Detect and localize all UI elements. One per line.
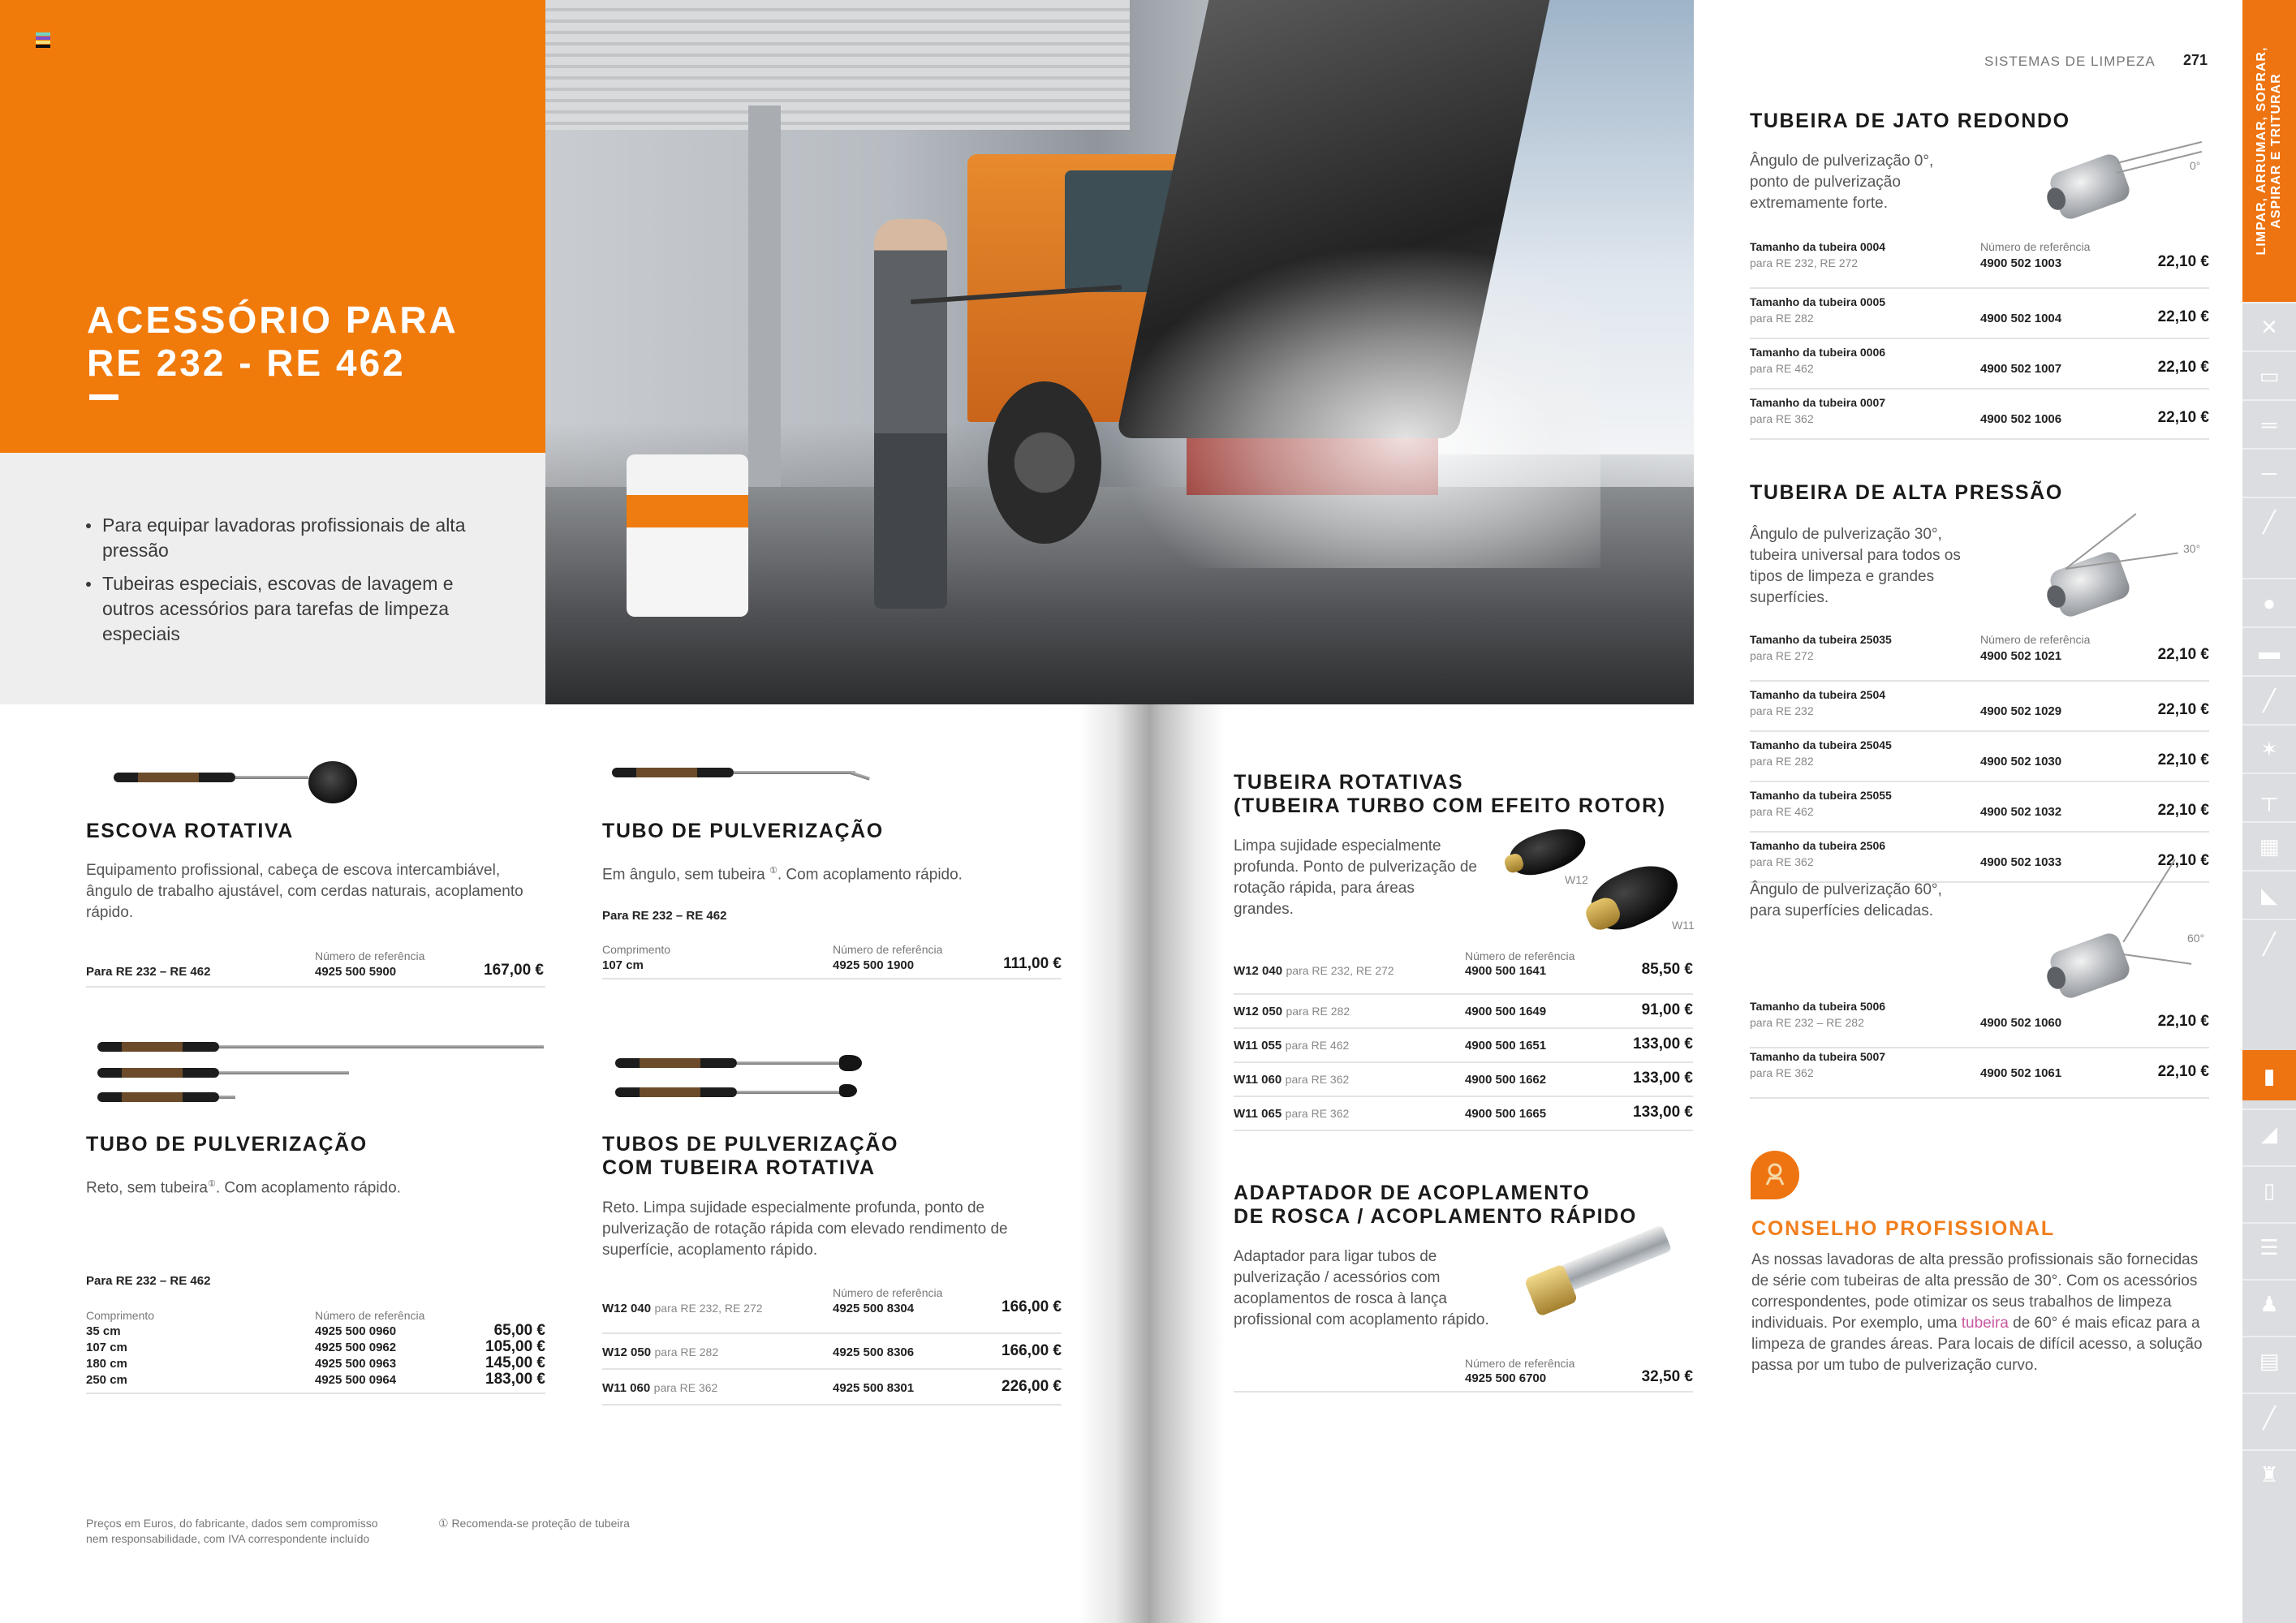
price: 22,10 € <box>2157 1013 2209 1030</box>
reference-number: 4900 500 1651 <box>1465 1039 1547 1053</box>
product-description: Ângulo de pulverização 60°, para superfícies delicadas. <box>1750 881 1942 919</box>
side-tab-clothing[interactable] <box>2242 1279 2296 1328</box>
accessory-icon: ╱ <box>2263 1405 2276 1430</box>
product-title-line: (TUBEIRA TURBO COM EFEITO ROTOR) <box>1234 794 1666 817</box>
product-title-line: DE ROSCA / ACOPLAMENTO RÁPIDO <box>1234 1205 1637 1228</box>
reference-number: 4925 500 0960 <box>315 1324 397 1338</box>
color-swatch-icon <box>36 32 50 49</box>
brass-tip <box>1583 893 1624 933</box>
length-price-table <box>86 1324 545 1389</box>
side-tab-current-category[interactable] <box>2242 0 2296 302</box>
image-label-w12: W12 <box>1565 873 1588 886</box>
pressure-washer-icon: ▮ <box>2263 1063 2276 1088</box>
compatibility: para RE 362 <box>1285 1073 1350 1086</box>
price: 166,00 € <box>1002 1298 1062 1315</box>
reference-number: 4925 500 0963 <box>315 1357 397 1371</box>
compatibility: para RE 282 <box>654 1345 719 1358</box>
model-cell <box>1234 1107 1349 1121</box>
price: 85,50 € <box>1641 961 1693 978</box>
length-value: 180 cm <box>86 1357 127 1371</box>
table-row <box>1750 682 2209 732</box>
side-tab-chainsaw[interactable] <box>2242 302 2296 351</box>
reference-number: 4900 502 1030 <box>1980 755 2062 768</box>
lance-handle <box>612 768 734 777</box>
product-description: Limpa sujidade especialmente profunda. Ponto de pulverização de rotação rápida, para áreas grandes. <box>1234 837 1477 918</box>
price: 22,10 € <box>2157 253 2209 270</box>
product-description: Ângulo de pulverização 0°, ponto de pulverização extremamente forte. <box>1750 153 1934 212</box>
table-row <box>86 1354 545 1373</box>
side-tab-trimmer[interactable] <box>2242 675 2296 724</box>
price: 22,10 € <box>2157 409 2209 426</box>
shredder-icon: ◣ <box>2261 882 2277 907</box>
photo-water-spray <box>1114 243 1600 568</box>
price: 133,00 € <box>1633 1035 1693 1053</box>
blower-icon: ● <box>2263 590 2276 615</box>
compatibility: para RE 282 <box>1286 1005 1350 1018</box>
price: 32,50 € <box>1641 1368 1693 1385</box>
price: 145,00 € <box>485 1354 545 1371</box>
price: 167,00 € <box>484 962 544 979</box>
intro-bullet: Para equipar lavadoras profissionais de alta pressão <box>84 513 506 563</box>
reference-number: 4900 502 1003 <box>1980 256 2062 270</box>
price: 22,10 € <box>2157 308 2209 325</box>
row-divider <box>1234 1391 1693 1393</box>
compatibility: para RE 362 <box>1750 1066 1814 1079</box>
compatibility: para RE 282 <box>1750 755 1814 768</box>
lance-rod-250 <box>219 1045 544 1048</box>
reference-number: 4900 502 1032 <box>1980 805 2062 819</box>
cut-off-saw-icon: ◢ <box>2261 1121 2277 1146</box>
swatch-purple <box>36 37 50 40</box>
ref-column-label: Número de referência <box>1465 1357 1575 1370</box>
advice-text-part: de 60° é mais eficaz para a limpeza de grandes áreas. Para locais de difícil acesso, a solução passa por um tubo de pulverização curvo. <box>1751 1315 2203 1374</box>
hedge-trimmer-icon: ═ <box>2261 411 2277 437</box>
nozzle-size: Tamanho da tubeira 0004 <box>1750 240 1886 253</box>
compatibility: para RE 232, RE 272 <box>1286 964 1394 977</box>
lance-handle <box>97 1068 219 1078</box>
nozzle-size: Tamanho da tubeira 0005 <box>1750 295 1886 308</box>
side-tab-pressure-washer[interactable] <box>2242 1050 2296 1100</box>
product-title: TUBO DE PULVERIZAÇÃO <box>86 1133 368 1156</box>
reference-number: 4925 500 6700 <box>1465 1371 1547 1385</box>
advice-link[interactable]: tubeira <box>1961 1315 2009 1332</box>
straight-lances-image <box>93 1039 547 1104</box>
ref-column-label: Número de referência <box>1980 240 2091 253</box>
nozzle-size: Tamanho da tubeira 2504 <box>1750 688 1886 701</box>
side-tab-oil[interactable] <box>2242 1449 2296 1498</box>
hero-title-panel <box>0 0 545 453</box>
reference-number: 4900 502 1060 <box>1980 1016 2062 1030</box>
product-description: Adaptador para ligar tubos de pulverização / acessórios com acoplamentos de rosca à lança profissional com acoplamento rápido. <box>1234 1248 1489 1328</box>
swatch-cyan <box>36 32 50 36</box>
model-code: W11 055 <box>1234 1039 1282 1053</box>
table-row <box>602 1370 1062 1406</box>
rotor-nozzle <box>839 1084 857 1097</box>
clothing-icon: ♟ <box>2259 1291 2279 1316</box>
description-text: . Com acoplamento rápido. <box>777 866 963 884</box>
price-disclaimer <box>86 1516 378 1547</box>
table-row <box>1750 833 2209 883</box>
product-title: TUBEIRA DE ALTA PRESSÃO <box>1750 481 2063 504</box>
model-code: W11 065 <box>1234 1107 1282 1121</box>
reference-number: 4900 502 1033 <box>1980 855 2062 869</box>
round-jet-nozzle-table <box>1750 239 2209 440</box>
model-cell <box>602 1302 763 1316</box>
price: 22,10 € <box>2157 852 2209 869</box>
brushcutter-icon: ╱ <box>2263 509 2276 534</box>
side-tab-hedge-trimmer[interactable] <box>2242 399 2296 448</box>
length-column-label: Comprimento <box>602 943 671 956</box>
spray-angle-label: 30° <box>2183 542 2201 555</box>
advice-text-part: As nossas lavadoras de alta pressão profissionais são fornecidas de série com tubeiras de alta pressão de 30°. Com os acessórios correspondentes, pode otimizar os seus trabalhos de limpeza individuais. Por exemplo, uma <box>1751 1251 2199 1332</box>
model-code: W11 060 <box>1234 1073 1282 1087</box>
model-cell <box>1234 1005 1350 1019</box>
lance-handle <box>97 1092 219 1102</box>
model-cell <box>602 1381 717 1396</box>
table-row <box>1750 289 2209 339</box>
length-value: 35 cm <box>86 1324 121 1338</box>
hero-photo-pressure-washing-truck <box>545 0 1694 704</box>
table-row <box>1234 995 1693 1029</box>
image-label-w11: W11 <box>1672 919 1695 932</box>
nozzle-size: Tamanho da tubeira 25035 <box>1750 633 1892 646</box>
description-text: . Com acoplamento rápido. <box>215 1179 401 1197</box>
sixty-degree-nozzle-table <box>1750 998 2209 1099</box>
table-row <box>86 1373 545 1389</box>
product-title-line: COM TUBEIRA ROTATIVA <box>602 1156 876 1179</box>
model-cell <box>602 1345 718 1360</box>
lance-rod <box>235 776 308 779</box>
manual-icon: ☰ <box>2259 1234 2279 1259</box>
phone-icon: ▯ <box>2263 1177 2276 1203</box>
table-row <box>1750 239 2209 289</box>
model-code: W12 050 <box>602 1345 652 1359</box>
model-code: W12 040 <box>602 1302 652 1315</box>
rotary-brush-image <box>96 761 372 810</box>
photo-truck-wheel <box>988 381 1101 544</box>
description-text: Reto, sem tubeira <box>86 1179 208 1197</box>
side-tab-sprayer[interactable] <box>2242 773 2296 821</box>
product-description <box>86 1173 541 1199</box>
table-row <box>1750 732 2209 782</box>
lance-rod-35 <box>219 1096 235 1099</box>
side-tab-blower[interactable] <box>2242 578 2296 626</box>
turbo-nozzle-table <box>1234 961 1693 1131</box>
price: 22,10 € <box>2157 701 2209 718</box>
table-row <box>1750 390 2209 440</box>
product-title: TUBEIRA DE JATO REDONDO <box>1750 110 2070 132</box>
compatibility: para RE 232 <box>1750 704 1814 717</box>
product-title: TUBO DE PULVERIZAÇÃO <box>602 820 884 842</box>
photo-worker <box>874 219 947 609</box>
compatibility: para RE 462 <box>1750 362 1814 375</box>
product-description: Ângulo de pulverização 30°, tubeira universal para todos os tipos de limpeza e grandes superfícies. <box>1750 526 1961 606</box>
price: 133,00 € <box>1633 1070 1693 1087</box>
reference-number: 4900 500 1665 <box>1465 1107 1547 1121</box>
garden-icon: ▦ <box>2259 833 2280 859</box>
pole-saw-icon: ╱ <box>2263 931 2276 956</box>
side-tab-phone[interactable] <box>2242 1165 2296 1214</box>
price: 65,00 € <box>493 1322 545 1339</box>
ref-column-label: Número de referência <box>315 949 425 962</box>
page-title-line-1: ACESSÓRIO PARA <box>87 299 459 341</box>
lance-rod <box>734 771 855 774</box>
nozzle-size: Tamanho da tubeira 25055 <box>1750 789 1892 802</box>
model-cell <box>1234 1039 1349 1053</box>
price: 22,10 € <box>2157 751 2209 768</box>
disclaimer-line: nem responsabilidade, com IVA correspondente incluído <box>86 1532 370 1545</box>
length-value: 107 cm <box>602 958 644 972</box>
compatibility: para RE 362 <box>1750 412 1814 425</box>
table-row <box>86 1324 545 1341</box>
price: 133,00 € <box>1633 1104 1693 1121</box>
compat-label: Para RE 232 – RE 462 <box>86 1274 211 1288</box>
price: 22,10 € <box>2157 802 2209 819</box>
lawnmower-icon: ▬ <box>2259 639 2280 664</box>
side-tab-tiller[interactable] <box>2242 724 2296 773</box>
price: 22,10 € <box>2157 1063 2209 1080</box>
reference-number: 4900 502 1029 <box>1980 704 2062 718</box>
chainsaw-icon: ✕ <box>2260 314 2278 339</box>
product-title-line: TUBOS DE PULVERIZAÇÃO <box>602 1133 899 1156</box>
table-row <box>602 1298 1062 1334</box>
price: 22,10 € <box>2157 646 2209 663</box>
lance-handle <box>97 1042 219 1052</box>
intro-bullet-list <box>84 513 506 655</box>
page-title <box>87 299 459 385</box>
compatibility: para RE 462 <box>1285 1039 1350 1052</box>
pro-advice-icon <box>1751 1151 1799 1199</box>
reference-number: 4925 500 0962 <box>315 1341 397 1354</box>
ref-column-label: Número de referência <box>1465 949 1575 962</box>
compatibility: para RE 282 <box>1750 312 1814 325</box>
side-tab-garden[interactable] <box>2242 821 2296 870</box>
spray-angle-label: 0° <box>2190 159 2201 172</box>
compatibility: para RE 232 – RE 282 <box>1750 1016 1864 1029</box>
product-title <box>1234 1182 1637 1229</box>
advisor-figure-icon <box>1760 1160 1790 1190</box>
category-side-tabs <box>2242 0 2296 1623</box>
compatibility: para RE 362 <box>653 1381 718 1394</box>
side-tab-pole-saw[interactable] <box>2242 919 2296 967</box>
spray-angle-label: 60° <box>2187 932 2205 945</box>
table-row <box>1234 1063 1693 1097</box>
reference-number: 4925 500 8301 <box>833 1381 915 1395</box>
price: 91,00 € <box>1641 1001 1693 1018</box>
tiller-icon: ✶ <box>2260 736 2278 761</box>
pole-pruner-icon: ─ <box>2261 460 2277 485</box>
nozzle-size: Tamanho da tubeira 5007 <box>1750 1050 1886 1063</box>
nozzle-size: Tamanho da tubeira 0006 <box>1750 346 1886 359</box>
product-title <box>602 1133 898 1180</box>
table-row <box>1234 961 1693 995</box>
product-title-line: ADAPTADOR DE ACOPLAMENTO <box>1234 1182 1591 1204</box>
compat-label: Para RE 232 – RE 462 <box>602 909 727 923</box>
model-code: W11 060 <box>602 1381 651 1395</box>
lance-handle <box>615 1058 737 1068</box>
price: 226,00 € <box>1002 1378 1062 1395</box>
lance-handle <box>615 1087 737 1097</box>
lance-bend <box>851 771 870 780</box>
lance-rod-107 <box>219 1071 349 1074</box>
disclaimer-line: Preços em Euros, do fabricante, dados sem compromisso <box>86 1517 378 1530</box>
model-cell <box>1234 964 1394 979</box>
table-row <box>1750 1048 2209 1099</box>
side-tab-accessory[interactable] <box>2242 1393 2296 1441</box>
product-title: ESCOVA ROTATIVA <box>86 820 294 842</box>
reference-number: 4900 500 1641 <box>1465 964 1547 978</box>
price: 105,00 € <box>485 1338 545 1355</box>
product-title <box>1234 771 1666 818</box>
footnote: ① Recomenda-se proteção de tubeira <box>438 1517 630 1530</box>
compatibility: para RE 362 <box>1285 1107 1350 1120</box>
photo-roof <box>545 0 1130 130</box>
reference-number: 4925 500 0964 <box>315 1373 397 1387</box>
lance-rod <box>737 1061 842 1065</box>
compatibility: para RE 462 <box>1750 805 1814 818</box>
footnote-marker: ① <box>769 866 778 876</box>
side-tab-cut-off-saw[interactable] <box>2242 1109 2296 1157</box>
trimmer-icon: ╱ <box>2263 687 2276 712</box>
compatibility: para RE 232, RE 272 <box>1750 256 1859 269</box>
reference-number: 4925 500 8304 <box>833 1302 915 1315</box>
lance-rod <box>737 1091 842 1094</box>
rotary-lance-table <box>602 1298 1062 1406</box>
length-value: 250 cm <box>86 1373 127 1387</box>
price: 166,00 € <box>1002 1342 1062 1359</box>
side-tab-manual[interactable] <box>2242 1222 2296 1271</box>
side-tab-brushcutter[interactable] <box>2242 497 2296 545</box>
sprayer-icon: ┬ <box>2261 785 2277 810</box>
ref-column-label: Número de referência <box>1980 633 2091 646</box>
length-column-label: Comprimento <box>86 1309 155 1322</box>
reference-number: 4900 502 1006 <box>1980 412 2062 426</box>
description-text: Em ângulo, sem tubeira <box>602 866 769 884</box>
reference-number: 4900 500 1649 <box>1465 1005 1547 1018</box>
swatch-black <box>36 45 50 48</box>
table-row <box>1234 1097 1693 1131</box>
compatibility: para RE 232, RE 272 <box>654 1302 763 1315</box>
intro-bullet: Tubeiras especiais, escovas de lavagem e outros acessórios para tarefas de limpeza especiais <box>84 571 506 647</box>
reference-number: 4900 502 1021 <box>1980 649 2062 663</box>
table-row <box>602 1334 1062 1370</box>
side-tab-battery[interactable] <box>2242 351 2296 399</box>
model-code: W12 050 <box>1234 1005 1283 1018</box>
sixty-degree-nozzle-image <box>2047 930 2132 1001</box>
side-tab-shredder[interactable] <box>2242 870 2296 919</box>
rotary-lances-image <box>610 1055 870 1104</box>
price: 111,00 € <box>1003 955 1062 972</box>
nozzle-size: Tamanho da tubeira 25045 <box>1750 738 1892 751</box>
reference-number: 4900 502 1004 <box>1980 312 2062 325</box>
side-tab-lawnmower[interactable] <box>2242 626 2296 675</box>
page-number: 271 <box>2183 52 2208 68</box>
reference-number: 4900 502 1007 <box>1980 362 2062 376</box>
reference-number: 4925 500 8306 <box>833 1345 915 1359</box>
compatibility: para RE 272 <box>1750 649 1814 662</box>
ref-column-label: Número de referência <box>833 1286 943 1299</box>
side-tab-toolbox[interactable] <box>2242 1336 2296 1384</box>
model-cell <box>1234 1073 1349 1087</box>
reference-number: 4925 500 5900 <box>315 965 397 979</box>
price: 183,00 € <box>485 1371 545 1388</box>
table-row <box>1750 631 2209 682</box>
spray-angle-line <box>2123 954 2191 964</box>
toolbox-icon: ▤ <box>2259 1348 2280 1373</box>
advice-title: CONSELHO PROFISSIONAL <box>1751 1217 2055 1240</box>
product-description: Reto. Limpa sujidade especialmente profunda, ponto de pulverização de rotação rápida com elevado rendimento de superfície, acoplamento rápido. <box>602 1199 1008 1259</box>
oil-icon: ♜ <box>2259 1462 2279 1487</box>
footnote-marker: ① <box>207 1179 216 1189</box>
reference-number: 4900 500 1662 <box>1465 1073 1547 1087</box>
product-title-line: TUBEIRA ROTATIVAS <box>1234 771 1464 794</box>
row-divider <box>602 978 1062 979</box>
compatibility: para RE 362 <box>1750 855 1814 868</box>
side-tab-category-label: LIMPAR, ARRUMAR, SOPRAR, ASPIRAR E TRITURAR <box>2255 46 2283 256</box>
advice-text <box>1751 1250 2214 1376</box>
compat-label: Para RE 232 – RE 462 <box>86 965 211 979</box>
running-head: SISTEMAS DE LIMPEZA <box>1984 54 2156 69</box>
row-divider <box>86 1393 545 1394</box>
page-title-line-2: RE 232 - RE 462 <box>87 342 406 384</box>
ref-column-label: Número de referência <box>833 943 943 956</box>
model-code: W12 040 <box>1234 964 1283 978</box>
reference-number: 4925 500 1900 <box>833 958 915 972</box>
book-gutter-shadow <box>1079 704 1226 1623</box>
nozzle-size: Tamanho da tubeira 0007 <box>1750 396 1886 409</box>
high-pressure-nozzle-table <box>1750 631 2209 883</box>
price: 22,10 € <box>2157 359 2209 376</box>
product-description <box>602 860 1057 885</box>
rotor-nozzle <box>839 1055 862 1071</box>
product-description: Equipamento profissional, cabeça de escova intercambiável, ângulo de trabalho ajustável, com cerdas naturais, acoplamento rápido. <box>86 862 523 921</box>
nozzle-size: Tamanho da tubeira 2506 <box>1750 839 1886 852</box>
table-row <box>1750 998 2209 1048</box>
brush-head <box>308 761 357 803</box>
length-value: 107 cm <box>86 1341 127 1354</box>
lance-handle <box>114 773 235 782</box>
table-row <box>1750 782 2209 833</box>
ref-column-label: Número de referência <box>315 1309 425 1322</box>
angled-lance-image <box>607 763 875 787</box>
table-row <box>86 1338 545 1357</box>
brass-tip <box>1503 852 1526 875</box>
photo-pressure-washer <box>627 454 748 617</box>
row-divider <box>86 986 545 988</box>
table-row <box>1750 339 2209 390</box>
side-tab-pole-pruner[interactable] <box>2242 448 2296 497</box>
swatch-yellow <box>36 41 50 44</box>
title-underline <box>89 394 118 400</box>
table-row <box>1234 1029 1693 1063</box>
nozzle-size: Tamanho da tubeira 5006 <box>1750 1000 1886 1013</box>
battery-icon: ▭ <box>2259 363 2280 388</box>
reference-number: 4900 502 1061 <box>1980 1066 2062 1080</box>
